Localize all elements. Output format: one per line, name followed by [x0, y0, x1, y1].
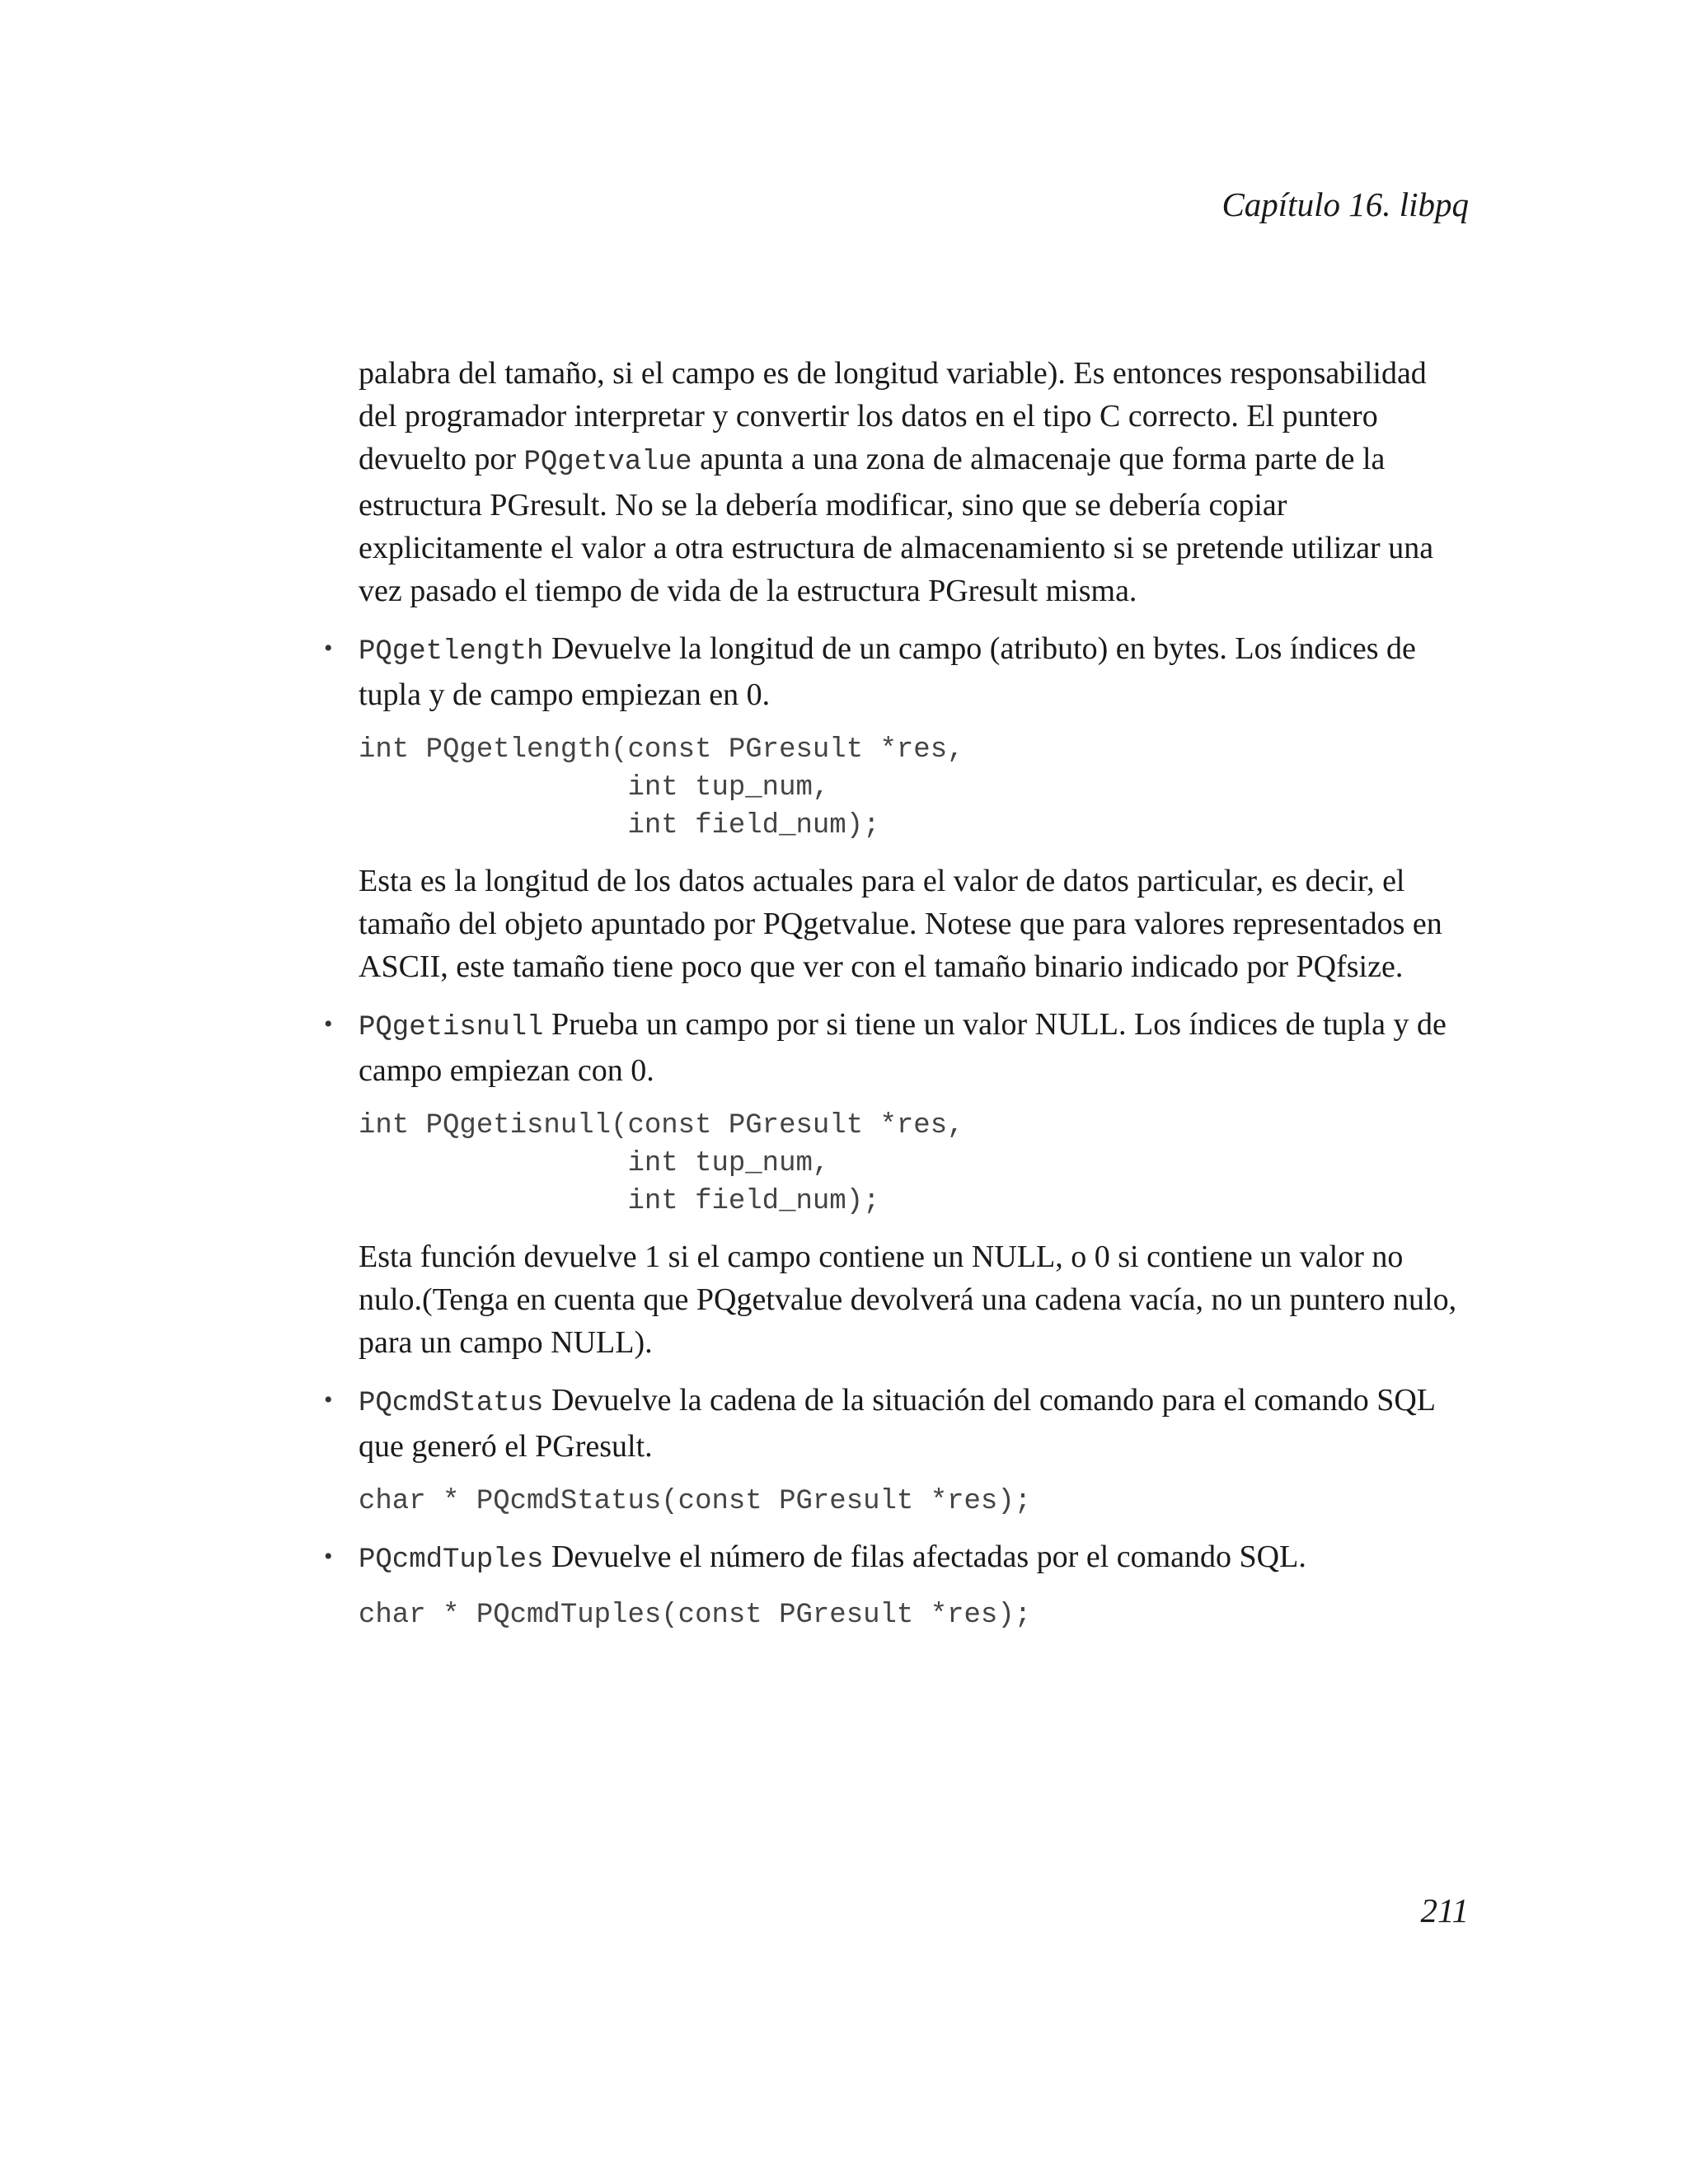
- page-number: 211: [1420, 1891, 1469, 1929]
- bullet-icon: •: [324, 1010, 333, 1038]
- function-name: PQgetlength: [359, 636, 544, 668]
- bullet-icon: •: [324, 1386, 333, 1413]
- intro-text-1: palabra del tamaño, si el campo es de longitud variable). Es entonces responsabilidad del programador interpretar y convertir los datos en el tipo C correcto. El puntero devuelto por: [359, 356, 1427, 476]
- item-summary: [359, 627, 1471, 716]
- item-description: Esta función devuelve 1 si el campo contiene un NULL, o 0 si contiene un valor no nulo.(Tenga en cuenta que PQgetvalue devolverá una cadena vacía, no un puntero nulo, para un campo NULL).: [359, 1240, 1457, 1360]
- item-summary: [359, 1003, 1471, 1092]
- list-item-pqgetisnull: [324, 1003, 1471, 1364]
- code-block: char * PQcmdTuples(const PGresult *res);: [359, 1600, 1032, 1631]
- code-block: char * PQcmdStatus(const PGresult *res);: [359, 1486, 1032, 1517]
- function-name: PQcmdTuples: [359, 1544, 544, 1576]
- summary-text: Prueba un campo por si tiene un valor NULL. Los índices de tupla y de campo empiezan con 0.: [359, 1007, 1447, 1088]
- summary-text: Devuelve el número de filas afectadas por el comando SQL.: [543, 1540, 1306, 1574]
- intro-text-2: apunta a una zona de almacenaje que forma parte de la estructura PGresult. No se la debería modificar, sino que se debería copiar explicitamente el valor a otra estructura de almacenamiento si se pretende utilizar una vez pasado el tiempo de vida de la estructura PGresult misma.: [359, 442, 1434, 608]
- item-summary: [359, 1379, 1471, 1468]
- list-item-pqgetlength: [324, 627, 1471, 988]
- summary-text: Devuelve la cadena de la situación del comando para el comando SQL que generó el PGresult.: [359, 1383, 1435, 1464]
- item-summary: [359, 1535, 1471, 1582]
- chapter-header: Capítulo 16. libpq: [1221, 185, 1469, 223]
- list-item-pqcmdtuples: [324, 1535, 1471, 1634]
- function-name: PQcmdStatus: [359, 1388, 544, 1419]
- code-block: int PQgetisnull(const PGresult *res, int tup_num, int field_num);: [359, 1110, 964, 1217]
- bullet-icon: •: [324, 1543, 333, 1570]
- summary-text: Devuelve la longitud de un campo (atributo) en bytes. Los índices de tupla y de campo empiezan en 0.: [359, 631, 1416, 712]
- intro-paragraph: [359, 352, 1471, 612]
- page-body: [324, 352, 1471, 1649]
- inline-code-pqgetvalue: PQgetvalue: [523, 447, 692, 478]
- function-name: PQgetisnull: [359, 1012, 544, 1043]
- item-description: Esta es la longitud de los datos actuales para el valor de datos particular, es decir, el tamaño del objeto apuntado por PQgetvalue. Notese que para valores representados en ASCII, este tamaño tiene poco que ver con el tamaño binario indicado por PQfsize.: [359, 864, 1442, 984]
- list-item-pqcmdstatus: [324, 1379, 1471, 1521]
- bullet-icon: •: [324, 635, 333, 662]
- code-block: int PQgetlength(const PGresult *res, int tup_num, int field_num);: [359, 734, 964, 841]
